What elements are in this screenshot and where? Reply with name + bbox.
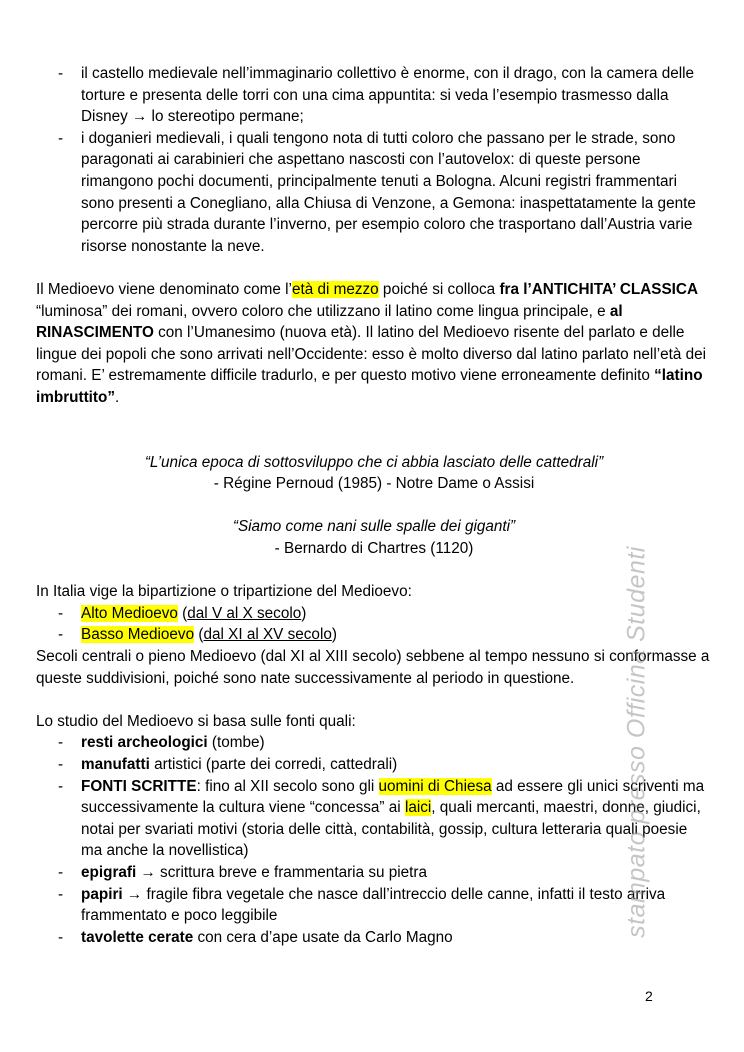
bold-text: “latino imbruttito”	[36, 367, 703, 406]
bold-text: manufatti	[81, 756, 150, 773]
bold-text: papiri	[81, 885, 123, 903]
list-item	[36, 754, 712, 776]
bold-text: resti archeologici	[81, 734, 208, 752]
text-run: → fragile fibra vegetale che nasce dall’intreccio delle canne, infatti il testo arriva frammentato e poco leggibile	[81, 885, 666, 925]
paragraph	[36, 646, 712, 689]
list-item	[36, 884, 712, 927]
bold-text: al RINASCIMENTO	[36, 302, 623, 342]
quote-text: “L’unica epoca di sottosviluppo che ci abbia lasciato delle cattedrali”	[144, 453, 604, 471]
bullet-dash: -	[58, 734, 64, 752]
highlighted-text: uomini di Chiesa	[378, 777, 492, 795]
bullet-list	[36, 63, 712, 257]
text-run: : fino al XII secolo sono gli	[196, 777, 379, 795]
text-run: - Régine Pernoud (1985) - Notre Dame o Assisi	[213, 475, 535, 493]
list-item	[36, 862, 712, 884]
spacer	[36, 560, 712, 582]
underlined-text: dal V al X secolo	[187, 604, 302, 622]
highlighted-text: Alto Medioevo	[81, 604, 178, 622]
highlighted-text: laici	[404, 799, 432, 817]
text-run: )	[301, 604, 307, 622]
spacer	[36, 430, 712, 452]
list-item	[36, 732, 712, 754]
text-run: .	[115, 388, 120, 406]
bold-text: epigrafi	[81, 863, 137, 881]
bold-text: fra l’ANTICHITA’ CLASSICA	[499, 280, 699, 298]
text-run: con cera d’ape usate da Carlo Magno	[193, 928, 453, 946]
text-run: il castello medievale nell’immaginario collettivo è enorme, con il drago, con la camera delle torture e presenta delle torri con una cima appuntita: si veda l’esempio trasmesso dalla Disney → lo stereotipo permane;	[81, 65, 695, 126]
bullet-dash: -	[58, 756, 64, 773]
watermark: stampato presso Officina Studenti	[622, 546, 651, 938]
bullet-dash: -	[58, 604, 64, 622]
text-run: (	[177, 604, 188, 622]
bold-text: FONTI SCRITTE	[81, 777, 197, 795]
list-item	[36, 927, 712, 949]
bullet-list	[36, 603, 712, 646]
list-item	[36, 624, 712, 646]
text-run: con l’Umanesimo (nuova età). Il latino del Medioevo risente del parlato e delle lingue dei popoli che sono arrivati nell’Occidente: esso è molto diverso dal latino parlato nell’età dei romani. E’ estremamente difficile tradurlo, e per questo motivo viene erroneamente definito	[36, 324, 707, 385]
text-run: Il Medioevo viene denominato come l’	[36, 280, 292, 298]
text-run: (tombe)	[207, 734, 265, 752]
text-run: (	[194, 626, 204, 644]
bullet-dash: -	[58, 928, 64, 946]
page-number: 2	[645, 988, 653, 1004]
bullet-dash: -	[58, 863, 64, 881]
quote-text: “Siamo come nani sulle spalle dei giganti”	[232, 518, 516, 536]
bullet-dash: -	[58, 626, 64, 644]
document-body	[36, 63, 712, 948]
bullet-dash: -	[58, 885, 64, 903]
bold-text: tavolette cerate	[81, 928, 194, 946]
text-run: → scrittura breve e frammentaria su pietra	[136, 863, 427, 881]
bullet-dash: -	[58, 129, 64, 147]
paragraph	[36, 279, 712, 409]
highlighted-text: Basso Medioevo	[81, 626, 195, 644]
text-run: Lo studio del Medioevo si basa sulle fonti quali:	[36, 712, 356, 730]
list-item	[36, 776, 712, 862]
paragraph	[36, 581, 712, 603]
spacer	[36, 689, 712, 711]
text-run: i doganieri medievali, i quali tengono nota di tutti coloro che passano per le strade, sono paragonati ai carabinieri che aspettano nascosti con l’autovelox: di queste persone rimangono pochi documenti, principalmente tenuti a Bologna. Alcuni registri frammentari sono presenti a Conegliano, alla Chiusa di Venzone, a Gemona: inaspettatamente la gente percorre più strada durante l’inverno, per esempio coloro che trasportano dall’Austria varie risorse nonostante la neve.	[81, 129, 696, 255]
list-item	[36, 603, 712, 625]
underlined-text: dal XI al XV secolo	[203, 626, 332, 644]
spacer	[36, 409, 712, 431]
quote-line	[36, 452, 712, 474]
text-run: In Italia vige la bipartizione o tripartizione del Medioevo:	[36, 583, 412, 601]
bullet-list	[36, 732, 712, 948]
text-run: artistici (parte dei corredi, cattedrali)	[149, 756, 398, 773]
bullet-dash: -	[58, 65, 64, 82]
bullet-dash: -	[58, 777, 64, 795]
text-run: ad essere gli unici scriventi ma successivamente la cultura viene “concessa” ai	[81, 777, 705, 817]
text-run: , quali mercanti, maestri, donne, giudici, notai per svariati motivi (storia delle città, contabilità, gossip, cultura letteraria quali poesie ma anche la novellistica)	[81, 799, 701, 860]
quote-line	[36, 538, 712, 560]
text-run: Secoli centrali o pieno Medioevo (dal XI al XIII secolo) sebbene al tempo nessuno si conformasse a queste suddivisioni, poiché sono nate successivamente al periodo in questione.	[36, 648, 710, 687]
list-item	[36, 63, 712, 128]
quote-line	[36, 516, 712, 538]
list-item	[36, 128, 712, 258]
paragraph	[36, 711, 712, 733]
quote-line	[36, 473, 712, 495]
text-run: poiché si colloca	[378, 280, 500, 298]
highlighted-text: età di mezzo	[291, 280, 379, 298]
spacer	[36, 257, 712, 279]
text-run: - Bernardo di Chartres (1120)	[274, 540, 474, 558]
text-run: “luminosa” dei romani, ovvero coloro che utilizzano il latino come lingua principale, e	[36, 302, 610, 320]
text-run: )	[331, 626, 337, 644]
spacer	[36, 495, 712, 517]
